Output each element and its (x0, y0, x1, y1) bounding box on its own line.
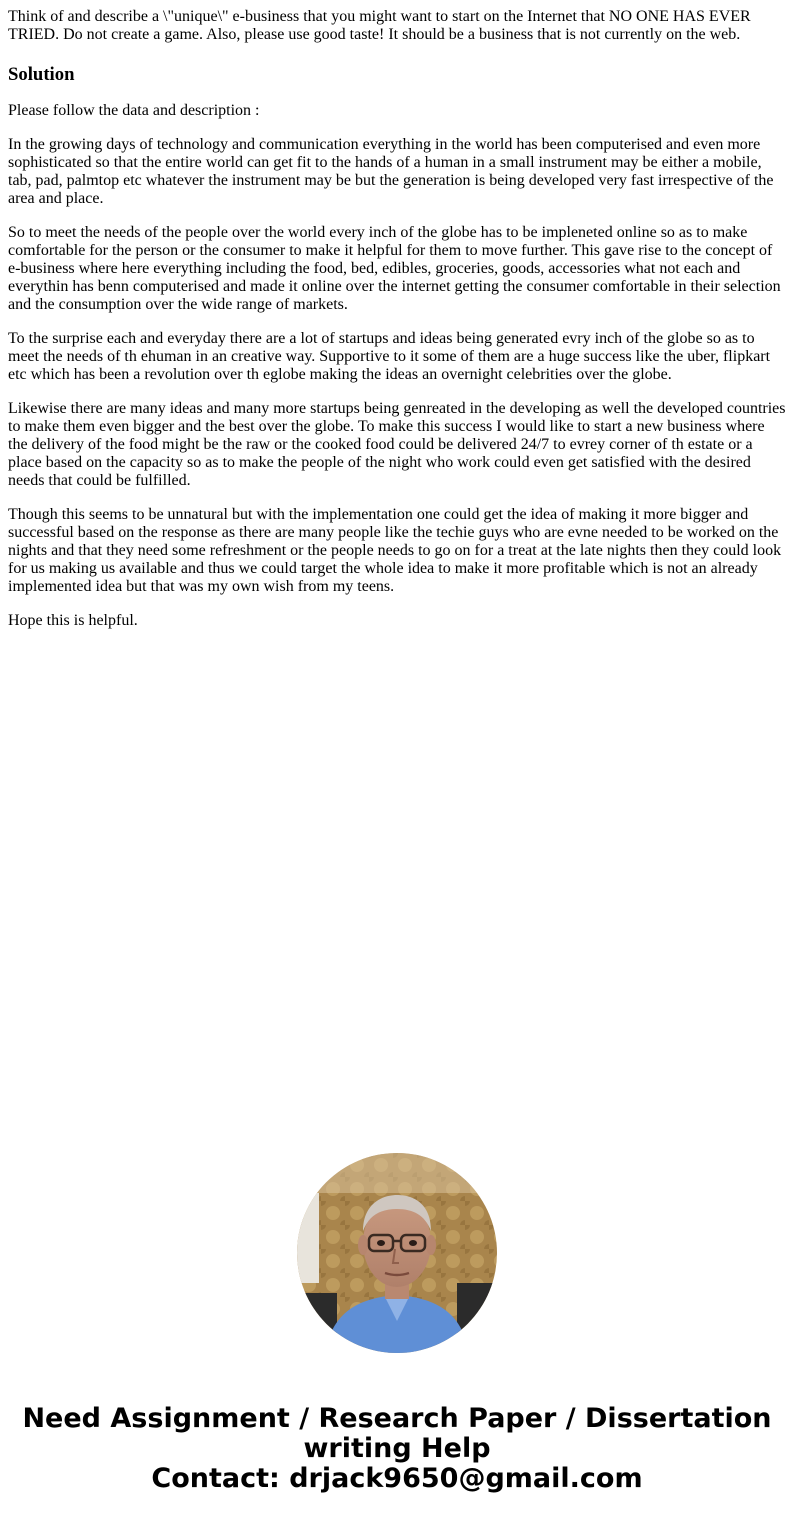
footer-contact (0, 1404, 794, 1494)
solution-paragraph: Though this seems to be unnatural but with the implementation one could get the idea of making it more bigger and successful based on the response as there are many people like the techie guys who are evne needed to be worked on the nights and that they need some refreshment or the people needs to go on for a treat at the late nights then they could look for us making us available and thus we could target the whole idea to make it more profitable which is not an already implemented idea but that was my own wish from my teens. (8, 506, 782, 595)
question-text: Think of and describe a \"unique\" e-business that you might want to start on the Internet that NO ONE HAS EVER TRIED. Do not create a game. Also, please use good taste! It should be a business that is not currently on the web. (8, 8, 751, 43)
solution-heading: Solution (8, 64, 75, 85)
solution-paragraph: To the surprise each and everyday there are a lot of startups and ideas being generated evry inch of the globe so as to meet the needs of th ehuman in an creative way. Supportive to it some of them are a huge success like the uber, flipkart etc which has been a revolution over th eglobe making the ideas an overnight celebrities over the globe. (8, 330, 771, 383)
document-content (8, 8, 786, 630)
solution-paragraph: Likewise there are many ideas and many more startups being genreated in the developing as well the developed countries to make them even bigger and the best over the globe. To make this success I would like to start a new business where the delivery of the food might be the raw or the cooked food could be delivered 24/7 to evrey corner of th estate or a place based on the capacity so as to make the people of the night who work could even get satisfied with the desired needs that could be fulfilled. (8, 400, 786, 489)
author-portrait-image (297, 1153, 497, 1353)
footer-line-help: writing Help (303, 1433, 491, 1464)
solution-paragraph: Hope this is helpful. (8, 612, 138, 629)
solution-paragraph: So to meet the needs of the people over the world every inch of the globe has to be impleneted online so as to make comfortable for the person or the consumer to make it helpful for them to move further. This gave rise to the concept of e-business where here everything including the food, bed, edibles, groceries, goods, accessories what not each and everythin has benn computerised and made it online over the internet getting the consumer comfortable in their selection and the consumption over the wide range of markets. (8, 224, 781, 313)
footer-line-contact-email: Contact: drjack9650@gmail.com (151, 1463, 643, 1494)
solution-paragraph: In the growing days of technology and communication everything in the world has been computerised and even more sophisticated so that the entire world can get fit to the hands of a human in a small instrument may be either a mobile, tab, pad, palmtop etc whatever the instrument may be but the generation is being developed very fast irrespective of the area and place. (8, 136, 774, 207)
solution-paragraph: Please follow the data and description : (8, 102, 260, 119)
footer-line-services: Need Assignment / Research Paper / Dissertation (22, 1403, 772, 1434)
author-avatar (297, 1153, 497, 1353)
